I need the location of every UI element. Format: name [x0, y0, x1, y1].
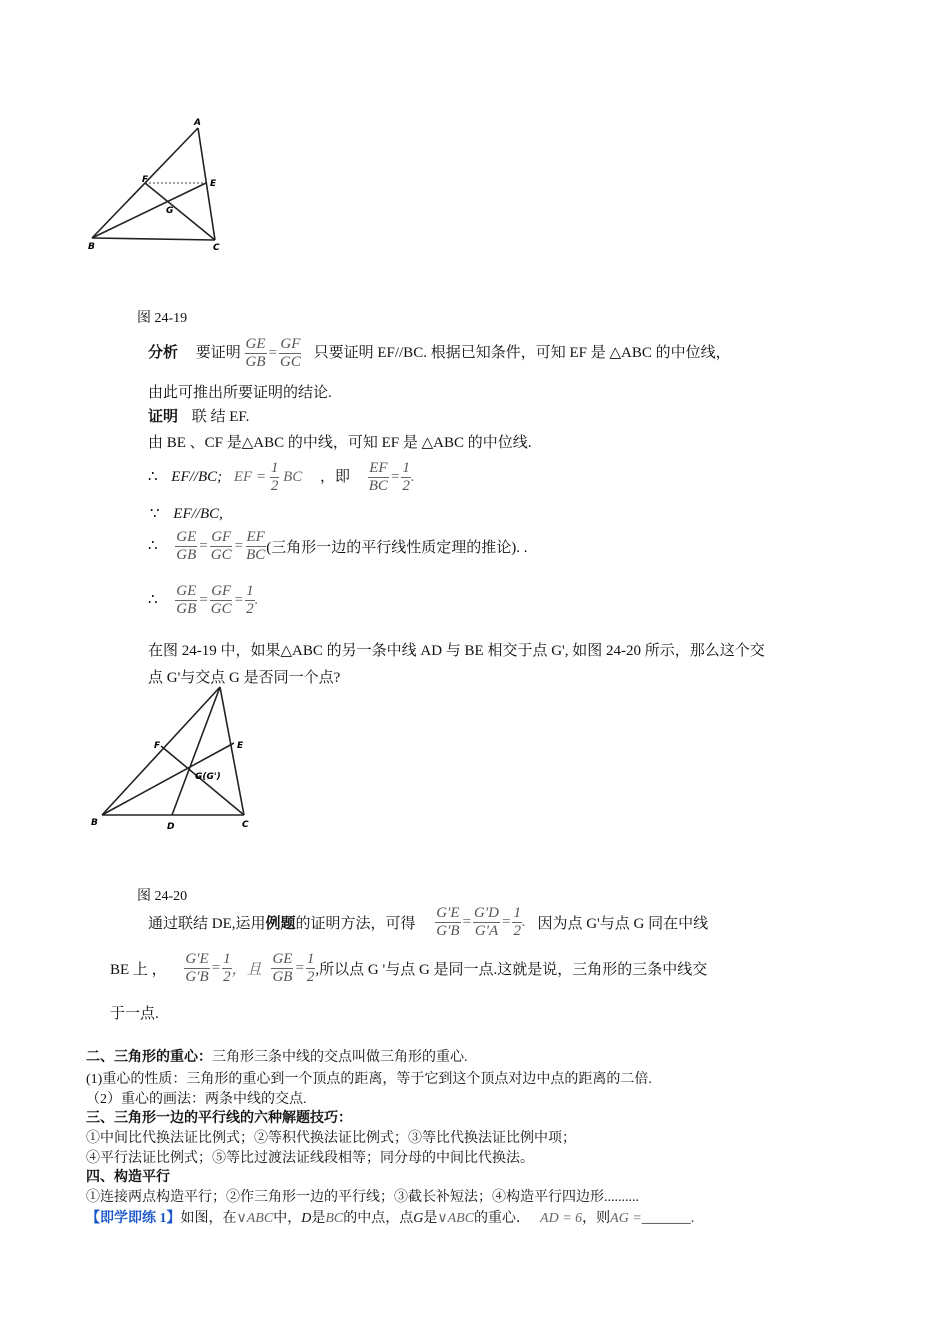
therefore-symbol: ∴ [148, 591, 158, 608]
numerator: GE [245, 336, 266, 352]
label-f: F [154, 741, 161, 751]
section-centroid-text: 三角形三条中线的交点叫做三角形的重心. [212, 1050, 468, 1065]
numerator: GF [211, 583, 232, 599]
fraction [245, 337, 267, 370]
equals-sign: = [462, 914, 472, 930]
conclusion-line2 [110, 952, 707, 985]
label-f: F [142, 175, 149, 185]
question-line1: 在图 24-19 中，如果△ABC 的另一条中线 AD 与 BE 相交于点 G', 如图 24-20 所示，那么这个交 [148, 643, 765, 659]
exercise-t2: 中， [273, 1211, 302, 1226]
fraction [401, 461, 411, 494]
fraction [473, 906, 500, 939]
denominator: G′B [185, 969, 209, 985]
equals-sign: = [268, 345, 277, 361]
exercise-t4: 的中点，点 [343, 1211, 414, 1226]
point-d: D [301, 1211, 312, 1226]
exercise-line [86, 1207, 694, 1227]
denominator: 2 [223, 969, 231, 985]
numerator: G′D [474, 905, 499, 921]
figure-caption-24-20: 图 24-20 [137, 889, 188, 904]
numerator: G′E [436, 905, 460, 921]
exercise-t1: 如图，在 [180, 1211, 237, 1226]
denominator: GC [210, 601, 232, 617]
numerator: 1 [306, 951, 315, 967]
figure-24-19 [85, 110, 235, 260]
segment-bc: BC [325, 1211, 344, 1226]
step1-ef-equals: EF = [233, 468, 267, 485]
fraction [175, 530, 197, 563]
figure-24-20 [88, 684, 263, 834]
numerator: GF [211, 529, 232, 545]
proof-line-by: 由 BE 、CF 是△ABC 的中线，可知 EF 是 △ABC 的中位线. [148, 435, 532, 451]
denominator: 2 [306, 969, 315, 985]
label-g: G [166, 206, 174, 216]
equals-sign: = [295, 960, 304, 976]
therefore-symbol: ∴ [148, 468, 158, 485]
triangle-abc: ∨ABC [437, 1211, 475, 1226]
label-g: G(G') [195, 772, 221, 782]
because-symbol: ∵ [150, 506, 160, 522]
numerator: G′E [185, 951, 209, 967]
fraction [279, 337, 302, 370]
proof-step1 [148, 461, 415, 494]
exercise-t5: 是 [423, 1211, 438, 1226]
conclusion-bold-word: 例题 [265, 916, 296, 932]
median-cf [145, 183, 215, 240]
fraction [210, 530, 233, 563]
proof-label: 证明 [148, 409, 179, 425]
question-line2: 点 G'与交点 G 是否同一个点? [148, 670, 341, 686]
denominator: 2 [246, 601, 254, 617]
numerator: 1 [223, 951, 231, 967]
conclusion-line2-pre: BE 上 ， [110, 962, 167, 978]
denominator: GB [245, 354, 266, 370]
denominator: GC [280, 354, 301, 370]
analysis-label: 分析 [148, 344, 179, 361]
denominator: GC [210, 547, 232, 563]
numerator: GE [176, 583, 197, 599]
numerator: 1 [402, 460, 410, 476]
denominator: 2 [402, 478, 410, 494]
ad-equals-6: AD = 6 [540, 1211, 583, 1226]
denominator: 2 [270, 478, 279, 494]
conclusion-pre: 通过联结 DE,运用 [148, 916, 266, 932]
equals-sign: = [199, 592, 208, 608]
section-techniques-title: 三、三角形一边的平行线的六种解题技巧： [86, 1111, 352, 1126]
section-construct-p1: ①连接两点构造平行；②作三角形一边的平行线；③截长补短法；④构造平行四边形.......... [86, 1190, 639, 1205]
section-centroid-p2: （2）重心的画法：两条中线的交点. [86, 1092, 307, 1107]
equals-sign: = [501, 914, 511, 930]
period: . [521, 913, 526, 930]
exercise-t7: ，则 [582, 1211, 611, 1226]
point-g: G [413, 1211, 424, 1226]
equals-sign: = [234, 538, 244, 554]
proof-text: 联 结 EF. [191, 409, 250, 425]
equals-sign: = [390, 469, 400, 485]
conclusion-line3: 于一点. [110, 1006, 159, 1022]
therefore-symbol: ∴ [148, 537, 158, 554]
fraction [184, 952, 209, 985]
proof-step2 [150, 504, 223, 523]
side-ab [102, 687, 220, 815]
numerator: GE [272, 951, 293, 967]
denominator: GB [176, 547, 197, 563]
triangle-abc: ∨ABC [236, 1211, 274, 1226]
section-techniques-p1: ①中间比代换法证比例式；②等积代换法证比例式；③等比代换法证比例中项； [86, 1131, 576, 1146]
fraction [512, 906, 522, 939]
denominator: GB [272, 969, 293, 985]
proof-step4 [148, 584, 258, 617]
label-d: D [167, 822, 175, 832]
fraction [270, 461, 280, 494]
conclusion-line2-post: ,所以点 G '与点 G 是同一点.这就是说，三角形的三条中线交 [315, 962, 708, 978]
conclusion-after: 因为点 G'与点 G 同在中线 [537, 916, 709, 932]
label-c: C [242, 820, 249, 830]
equals-sign: = [199, 538, 208, 554]
side-ac [220, 687, 244, 815]
equals-sign: = [234, 592, 244, 608]
denominator: 2 [513, 923, 521, 939]
step1-parallel: EF//BC; [171, 468, 223, 485]
fraction [175, 584, 197, 617]
conclusion-and: ，且 [231, 962, 262, 978]
fraction [245, 584, 255, 617]
proof-heading [148, 405, 249, 426]
numerator: 1 [270, 460, 279, 476]
step2-parallel: EF//BC, [173, 506, 223, 522]
exercise-t6: 的重心． [474, 1211, 531, 1226]
label-b: B [91, 818, 98, 828]
fraction [271, 952, 293, 985]
denominator: G′B [436, 923, 460, 939]
label-e: E [237, 741, 244, 751]
exercise-t3: 是 [311, 1211, 326, 1226]
fraction [210, 584, 233, 617]
step3-text: (三角形一边的平行线性质定理的推论). . [266, 540, 528, 556]
fraction [222, 952, 232, 985]
median-be [92, 183, 206, 238]
side-bc [92, 238, 215, 240]
analysis-line1 [148, 337, 731, 370]
numerator: 1 [246, 583, 254, 599]
equals-sign: = [211, 960, 221, 976]
fraction [435, 906, 460, 939]
fraction [245, 530, 266, 563]
figure-caption-24-19: 图 24-19 [137, 311, 188, 326]
section-construct-title: 四、构造平行 [86, 1170, 170, 1185]
period: . [410, 468, 415, 485]
analysis-line2: 由此可推出所要证明的结论. [148, 385, 332, 401]
numerator: 1 [513, 905, 521, 921]
numerator: GE [176, 529, 197, 545]
step1-ie: ，即 [320, 468, 351, 485]
period: . [254, 591, 259, 608]
denominator: BC [368, 478, 388, 494]
label-a: A [194, 118, 201, 128]
section-centroid-title: 二、三角形的重心： [86, 1050, 212, 1065]
exercise-tag: 【即学即练 1】 [86, 1211, 181, 1226]
median-ad [172, 687, 220, 815]
fraction [306, 952, 316, 985]
denominator: G′A [474, 923, 499, 939]
numerator: EF [246, 529, 265, 545]
label-c: C [213, 243, 220, 253]
label-e: E [210, 179, 217, 189]
denominator: GB [176, 601, 197, 617]
section-centroid-p1: (1)重心的性质：三角形的重心到一个顶点的距离，等于它到这个顶点对边中点的距离的二倍. [86, 1072, 652, 1087]
ag-equals: AG = [610, 1211, 642, 1226]
conclusion-line1 [148, 906, 708, 939]
step1-bc: BC [283, 468, 303, 485]
answer-blank[interactable]: _______. [641, 1211, 695, 1226]
analysis-line1-rest: 只要证明 EF//BC. 根据已知条件，可知 EF 是 △ABC 的中位线， [313, 344, 731, 361]
label-b: B [88, 242, 95, 252]
proof-step3 [148, 530, 528, 563]
analysis-pre: 要证明 [195, 344, 241, 361]
numerator: EF [369, 460, 388, 476]
numerator: GF [280, 336, 301, 352]
fraction [368, 461, 389, 494]
section-centroid-heading [86, 1046, 468, 1066]
conclusion-mid: 的证明方法，可得 [295, 916, 416, 932]
section-techniques-p2: ④平行法证比例式；⑤等比过渡法证线段相等；同分母的中间比代换法。 [86, 1151, 534, 1166]
denominator: BC [246, 547, 266, 563]
